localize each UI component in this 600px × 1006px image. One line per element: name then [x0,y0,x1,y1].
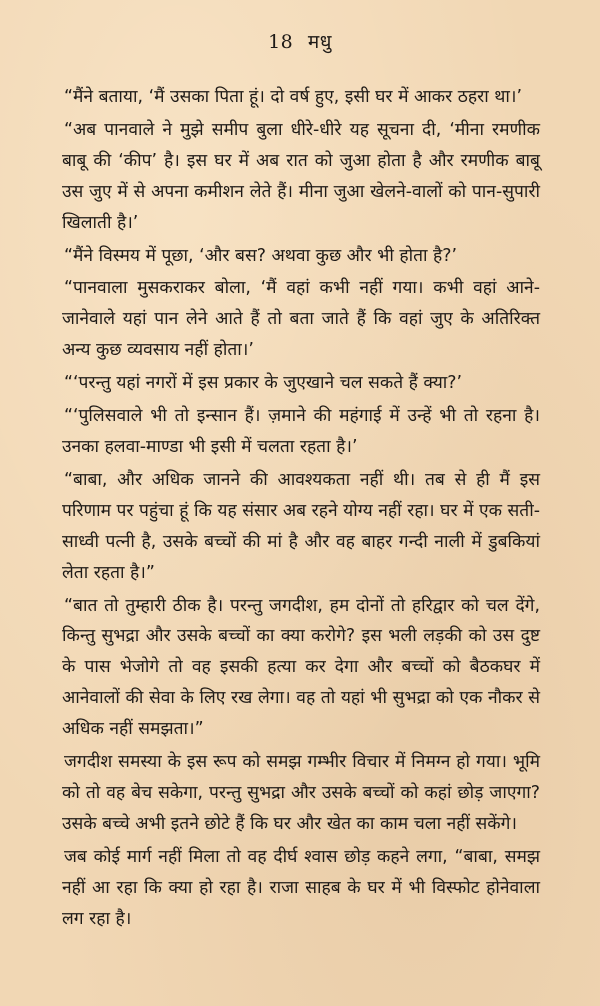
paragraph: “मैंने बताया, ‘मैं उसका पिता हूं। दो वर्ष हुए, इसी घर में आकर ठहरा था।’ [64,87,522,107]
body-text [62,82,540,934]
book-title: मधु [307,31,332,53]
paragraph: “पानवाला मुसकराकर बोला, ‘मैं वहां कभी नहीं गया। कभी वहां आने-जानेवाले यहां पान लेने आते हैं तो बता जाते हैं कि वहां जुए के अतिरिक्त अन्य कुछ व्यवसाय नहीं होता।’ [62,278,540,361]
page-number: 18 [268,31,294,53]
paragraph: जब कोई मार्ग नहीं मिला तो वह दीर्घ श्वास छोड़ कहने लगा, “बाबा, समझ नहीं आ रहा कि क्या हो रहा है। राजा साहब के घर में भी विस्फोट होनेवाला लग रहा है। [62,846,540,929]
paragraph: “बाबा, और अधिक जानने की आवश्यकता नहीं थी। तब से ही मैं इस परिणाम पर पहुंचा हूं कि यह संसार अब रहने योग्य नहीं रहा। घर में एक सती-साध्वी पत्नी है, उसके बच्चों की मां है और वह बाहर गन्दी नाली में डुबकियां लेता रहता है।” [62,469,540,583]
paragraph: “मैंने विस्मय में पूछा, ‘और बस? अथवा कुछ और भी होता है?’ [64,245,458,266]
paragraph: “बात तो तुम्हारी ठीक है। परन्तु जगदीश, हम दोनों तो हरिद्वार को चल देंगे, किन्तु सुभद्रा और उसके बच्चों का क्या करोगे? इस भली लड़की को उस दुष्ट के पास भेजोगे तो वह इसकी हत्या कर देगा और बच्चों को बैठकघर में आनेवालों की सेवा के लिए रख लेगा। वह तो यहां भी सुभद्रा को एक नौकर से अधिक नहीं समझता।” [62,595,540,740]
paragraph: “‘पुलिसवाले भी तो इन्सान हैं। ज़माने की महंगाई में उन्हें भी तो रहना है। उनका हलवा-माण्डा भी इसी में चलता रहता है।’ [62,406,540,457]
paragraph: “अब पानवाले ने मुझे समीप बुला धीरे-धीरे यह सूचना दी, ‘मीना रमणीक बाबू की ‘कीप’ है। इस घर में अब रात को जुआ होता है और रमणीक बाबू उस जुए में से अपना कमीशन लेते हैं। मीना जुआ खेलने-वालों को पान-सुपारी खिलाती है।’ [62,119,540,233]
running-head [0,28,600,54]
paragraph: जगदीश समस्या के इस रूप को समझ गम्भीर विचार में निमग्न हो गया। भूमि को तो वह बेच सकेगा, परन्तु सुभद्रा और उसके बच्चों को कहां छोड़ जाएगा? उसके बच्चे अभी इतने छोटे हैं कि घर और खेत का काम चला नहीं सकेंगे। [62,752,540,834]
paragraph: “‘परन्तु यहां नगरों में इस प्रकार के जुएखाने चल सकते हैं क्या?’ [64,373,463,394]
